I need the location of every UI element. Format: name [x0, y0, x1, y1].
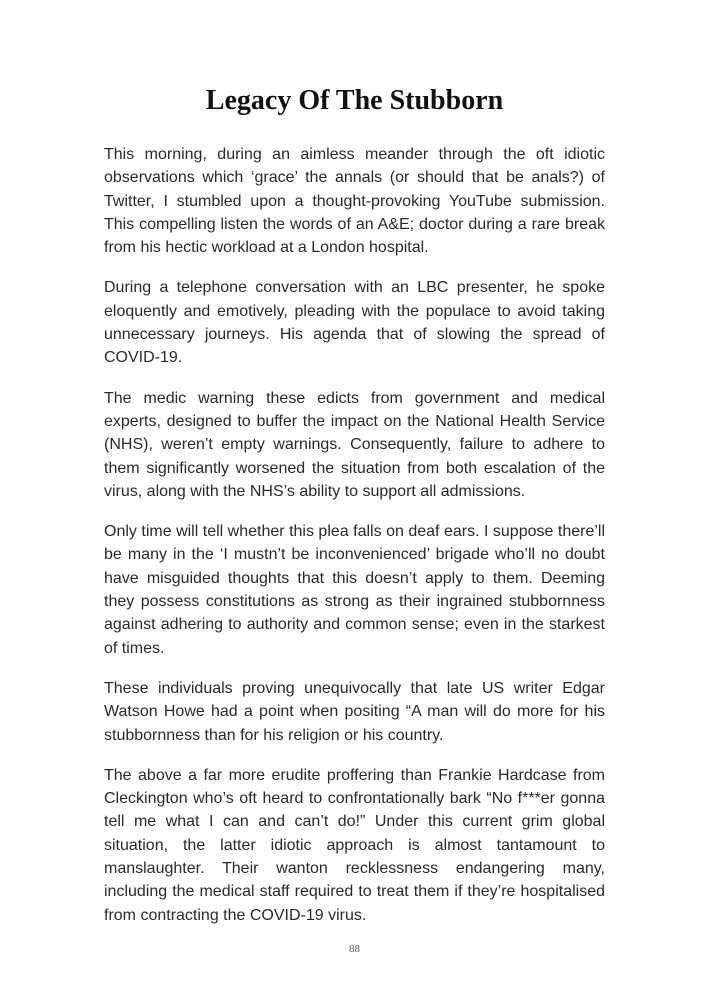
paragraph: The medic warning these edicts from government and medical experts, designed to buffer the impact on the National Health Service (NHS), weren’t empty warnings. Consequently, failure to adhere to them significantly worsened the situation from both escalation of the virus, along with the NHS’s ability to support all admissions. [104, 389, 605, 500]
paragraph: These individuals proving unequivocally that late US writer Edgar Watson Howe had a point when positing “A man will do more for his stubbornness than for his religion or his country. [104, 679, 605, 744]
page-title: Legacy Of The Stubborn [205, 85, 504, 116]
page-number: 88 [349, 943, 360, 955]
paragraph: Only time will tell whether this plea falls on deaf ears. I suppose there’ll be many in the ‘I mustn’t be inconvenienced’ brigade who’ll no doubt have misguided thoughts that this doesn’t apply to them. Deeming they possess constitutions as strong as their ingrained stubbornness against adhering to authority and common sense; even in the starkest of times. [104, 523, 605, 657]
paragraph: The above a far more erudite proffering than Frankie Hardcase from Cleckington who’s oft heard to confrontationally bark “No f***er gonna tell me what I can and can’t do!” Under this current grim global situation, the latter idiotic approach is almost tantamount to manslaughter. Their wanton recklessness endangering many, including the medical staff required to treat them if they’re hospitalised from contracting the COVID-19 virus. [104, 766, 605, 924]
body-text [104, 143, 605, 944]
paragraph: This morning, during an aimless meander through the oft idiotic observations which ‘grace’ the annals (or should that be anals?) of Twitter, I stumbled upon a thought-provoking YouTube submission. This compelling listen the words of an A&E; doctor during a rare break from his hectic workload at a London hospital. [104, 146, 605, 257]
paragraph: During a telephone conversation with an LBC presenter, he spoke eloquently and emotively, pleading with the populace to avoid taking unnecessary journeys. His agenda that of slowing the spread of COVID-19. [104, 279, 605, 367]
